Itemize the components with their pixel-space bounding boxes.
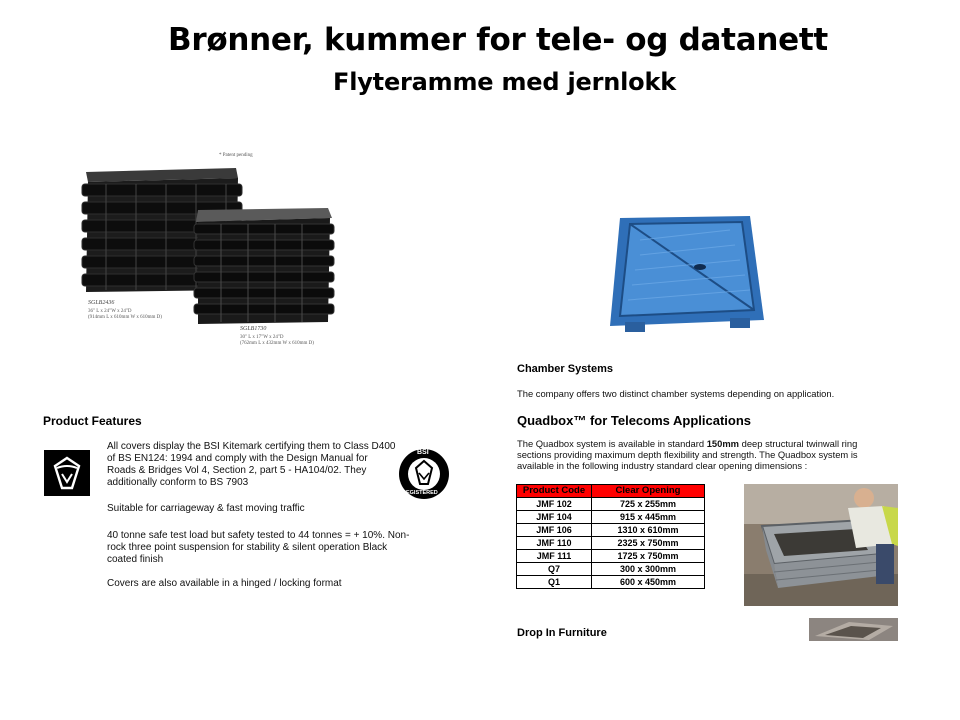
table-header-row — [517, 485, 705, 498]
product-code-cell: JMF 104 — [517, 511, 592, 524]
bsi-logo-bottom-text: REGISTERED — [402, 490, 438, 496]
table-row — [517, 563, 705, 576]
clear-opening-cell: 600 x 450mm — [592, 576, 705, 589]
table-row — [517, 537, 705, 550]
quadbox-text-part-2: deep structural twinwall ring sections providing maximum depth flexibility and strength. The Quadbox system is available in the following industry standard clear opening dimensions : — [517, 438, 858, 471]
page-title: Brønner, kummer for tele- og datanett — [168, 22, 828, 58]
table-row — [517, 550, 705, 563]
quadbox-installation-illustration — [744, 484, 898, 606]
clear-opening-table-wrap — [516, 484, 705, 589]
item1-code: SGLB2436 — [88, 300, 115, 306]
clear-opening-cell: 1310 x 610mm — [592, 524, 705, 537]
quadbox-heading: Quadbox™ for Telecoms Applications — [517, 413, 752, 428]
quadbox-text — [517, 438, 892, 471]
product-code-cell: Q1 — [517, 576, 592, 589]
clear-opening-table — [516, 484, 705, 589]
item2-dims: 30" L x 17"W x 24"D — [240, 335, 284, 340]
clear-opening-cell: 725 x 255mm — [592, 498, 705, 511]
drop-in-furniture-photo — [809, 618, 898, 641]
features-paragraph-2: Suitable for carriageway & fast moving traffic — [107, 503, 305, 514]
product-code-cell: JMF 111 — [517, 550, 592, 563]
drop-in-furniture-illustration — [809, 618, 898, 641]
quadbox-text-bold: 150mm — [706, 438, 740, 449]
product-code-cell: JMF 102 — [517, 498, 592, 511]
item2-code: SGLB1730 — [240, 326, 267, 332]
product-code-cell: JMF 106 — [517, 524, 592, 537]
drop-in-furniture-heading: Drop In Furniture — [517, 627, 607, 639]
features-paragraph-3: 40 tonne safe test load but safety tested to 44 tonnes = + 10%. Non-rock three point suspension for stability & silent operation Black coated finish — [107, 530, 410, 565]
header-clear-opening: Clear Opening — [592, 485, 705, 498]
kitemark-logo — [44, 450, 90, 496]
bsi-registered-logo — [398, 448, 450, 500]
quadbox-text-part-1: The Quadbox system is available in standard — [517, 438, 707, 449]
features-paragraph-4: Covers are also available in a hinged / locking format — [107, 578, 342, 589]
table-row — [517, 498, 705, 511]
patent-note: * Patent pending — [219, 153, 253, 158]
manhole-cover-photo — [600, 210, 770, 345]
item1-dims-metric: (914mm L x 610mm W x 610mm D) — [88, 315, 162, 320]
clear-opening-cell: 915 x 445mm — [592, 511, 705, 524]
product-code-cell: JMF 110 — [517, 537, 592, 550]
manhole-cover-illustration — [600, 210, 770, 345]
clear-opening-cell: 1725 x 750mm — [592, 550, 705, 563]
table-row — [517, 511, 705, 524]
page-subtitle: Flyteramme med jernlokk — [333, 68, 676, 96]
features-paragraph-1: All covers display the BSI Kitemark certifying them to Class D400 of BS EN124: 1994 and comply with the Design Manual for Roads & Bridges Vol 4, Section 2, part 5 - HA104/02. They additionally conform to BS 7903 — [107, 441, 396, 488]
kitemark-icon — [44, 450, 90, 496]
table-row — [517, 576, 705, 589]
table-row — [517, 524, 705, 537]
chamber-systems-text: The company offers two distinct chamber systems depending on application. — [517, 388, 835, 399]
product-features-heading: Product Features — [43, 414, 142, 428]
clear-opening-cell: 300 x 300mm — [592, 563, 705, 576]
installation-photo — [744, 484, 898, 606]
item2-dims-metric: (762mm L x 432mm W x 610mm D) — [240, 341, 314, 346]
product-code-cell: Q7 — [517, 563, 592, 576]
header-product-code: Product Code — [517, 485, 592, 498]
bsi-logo-top-text: BSI — [417, 449, 429, 456]
chamber-systems-heading: Chamber Systems — [517, 363, 613, 375]
item1-dims: 36" L x 24"W x 24"D — [88, 309, 132, 314]
chambers-image — [76, 150, 338, 350]
clear-opening-cell: 2325 x 750mm — [592, 537, 705, 550]
